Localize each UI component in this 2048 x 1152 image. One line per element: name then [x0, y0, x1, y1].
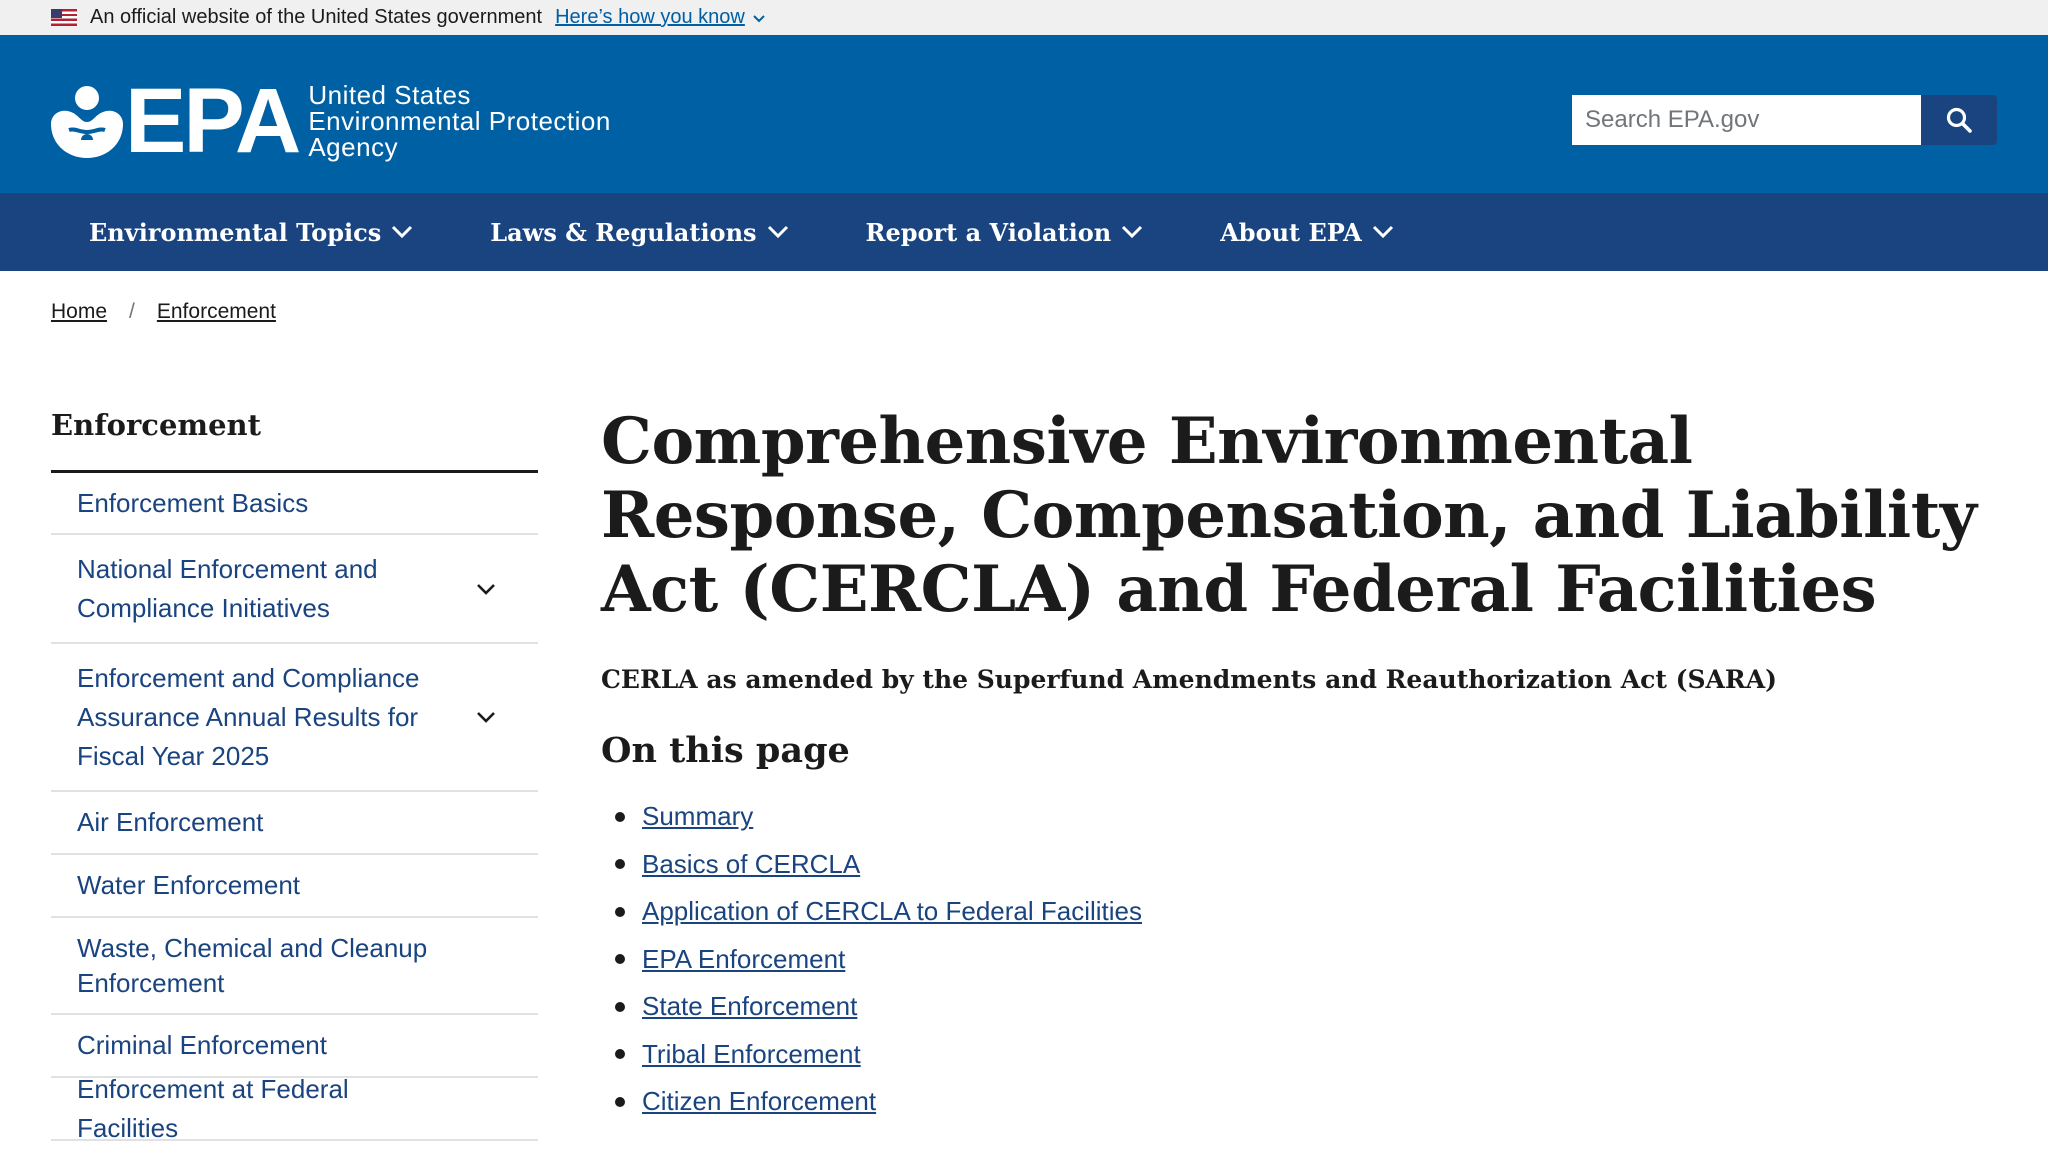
toc-link-basics[interactable]: Basics of CERCLA — [642, 848, 861, 879]
list-item — [601, 841, 2001, 889]
page-title: Comprehensive Environmental Response, Compensation, and Liability Act (CERCLA) and Federal Facilities — [601, 404, 1977, 627]
nav-label: Environmental Topics — [89, 217, 382, 247]
main-content — [601, 405, 2001, 1126]
epa-flower-logo-icon — [51, 84, 123, 158]
nav-environmental-topics[interactable] — [89, 218, 413, 247]
logo-acronym: EPA — [125, 70, 299, 172]
on-this-page-list — [601, 793, 2001, 1126]
sidebar-item-waste-chemical-cleanup[interactable] — [51, 918, 538, 1015]
chevron-down-icon — [767, 225, 789, 239]
chevron-down-icon — [1121, 225, 1143, 239]
gov-banner-text: An official website of the United States government — [90, 6, 543, 28]
logo-line: United States — [308, 80, 471, 110]
sidebar-item-annual-results[interactable] — [51, 644, 538, 792]
search-icon — [1946, 107, 1972, 133]
bullet — [615, 1049, 625, 1059]
nav-report-a-violation[interactable] — [866, 218, 1144, 247]
chevron-down-icon — [391, 225, 413, 239]
sidebar-item-label: Waste, Chemical and Cleanup Enforcement — [77, 932, 428, 998]
page-subtitle: CERLA as amended by the Superfund Amendments and Reauthorization Act (SARA) — [601, 665, 1777, 694]
toc-link-federal-facilities[interactable]: Application of CERCLA to Federal Facilities — [642, 896, 1143, 927]
epa-logo[interactable] — [51, 70, 611, 172]
list-item — [601, 983, 2001, 1031]
nav-laws-regulations[interactable] — [490, 218, 788, 247]
us-flag-icon — [51, 9, 77, 26]
bullet — [615, 812, 625, 822]
nav-about-epa[interactable] — [1220, 218, 1394, 247]
bullet — [615, 1002, 625, 1012]
chevron-down-icon[interactable] — [476, 711, 496, 723]
bullet — [615, 907, 625, 917]
sidebar-item-federal-facilities[interactable] — [51, 1073, 538, 1143]
sidebar-item-enforcement-basics[interactable] — [51, 473, 538, 535]
search-button[interactable] — [1921, 95, 1997, 145]
toc-link-tribal-enforcement[interactable]: Tribal Enforcement — [642, 1038, 861, 1069]
nav-label: Laws & Regulations — [490, 217, 757, 247]
breadcrumb-separator: / — [129, 300, 135, 323]
bullet — [615, 859, 625, 869]
list-item — [601, 936, 2001, 984]
list-item — [601, 1031, 2001, 1079]
sidebar-item-air-enforcement[interactable] — [51, 792, 538, 855]
list-item — [601, 793, 2001, 841]
breadcrumb — [51, 300, 276, 324]
search-input[interactable] — [1572, 95, 1921, 145]
sidebar-item-label: Enforcement and Compliance Assurance Annual Results for Fiscal Year 2025 — [77, 662, 420, 771]
site-header — [0, 35, 2048, 193]
gov-banner — [0, 0, 2048, 35]
on-this-page-heading: On this page — [601, 730, 850, 771]
heres-how-you-know-link[interactable]: Here’s how you know — [555, 6, 745, 28]
list-item — [601, 888, 2001, 936]
search-form — [1572, 95, 1997, 145]
toc-link-state-enforcement[interactable]: State Enforcement — [642, 991, 858, 1022]
sidebar-item-label: Water Enforcement — [77, 870, 301, 900]
toc-link-summary[interactable]: Summary — [642, 801, 754, 832]
sidebar-title[interactable]: Enforcement — [51, 408, 538, 473]
bullet — [615, 954, 625, 964]
main-nav — [0, 193, 2048, 271]
nav-label: About EPA — [1220, 217, 1362, 247]
sidebar-item-national-initiatives[interactable] — [51, 535, 538, 644]
sidebar-item-water-enforcement[interactable] — [51, 855, 538, 918]
list-item — [601, 1078, 2001, 1126]
sidebar-item-label: Criminal Enforcement — [77, 1030, 327, 1060]
sidebar-item-label: Air Enforcement — [77, 807, 264, 837]
chevron-down-icon[interactable] — [476, 583, 496, 595]
breadcrumb-home[interactable]: Home — [51, 300, 108, 323]
sidebar-item-label: Enforcement at Federal Facilities — [77, 1073, 349, 1143]
toc-link-citizen-enforcement[interactable]: Citizen Enforcement — [642, 1086, 877, 1117]
chevron-down-icon — [1372, 225, 1394, 239]
chevron-down-icon[interactable] — [753, 10, 765, 26]
logo-line: Environmental Protection — [308, 106, 611, 136]
sidebar-nav — [51, 408, 538, 1141]
bullet — [615, 1097, 625, 1107]
sidebar-item-label: Enforcement Basics — [77, 487, 309, 518]
logo-line: Agency — [308, 132, 399, 162]
sidebar-item-label: National Enforcement and Compliance Initiatives — [77, 553, 378, 623]
breadcrumb-enforcement[interactable]: Enforcement — [156, 300, 276, 323]
nav-label: Report a Violation — [865, 217, 1112, 247]
logo-agency-name — [308, 82, 610, 160]
toc-link-epa-enforcement[interactable]: EPA Enforcement — [642, 943, 846, 974]
